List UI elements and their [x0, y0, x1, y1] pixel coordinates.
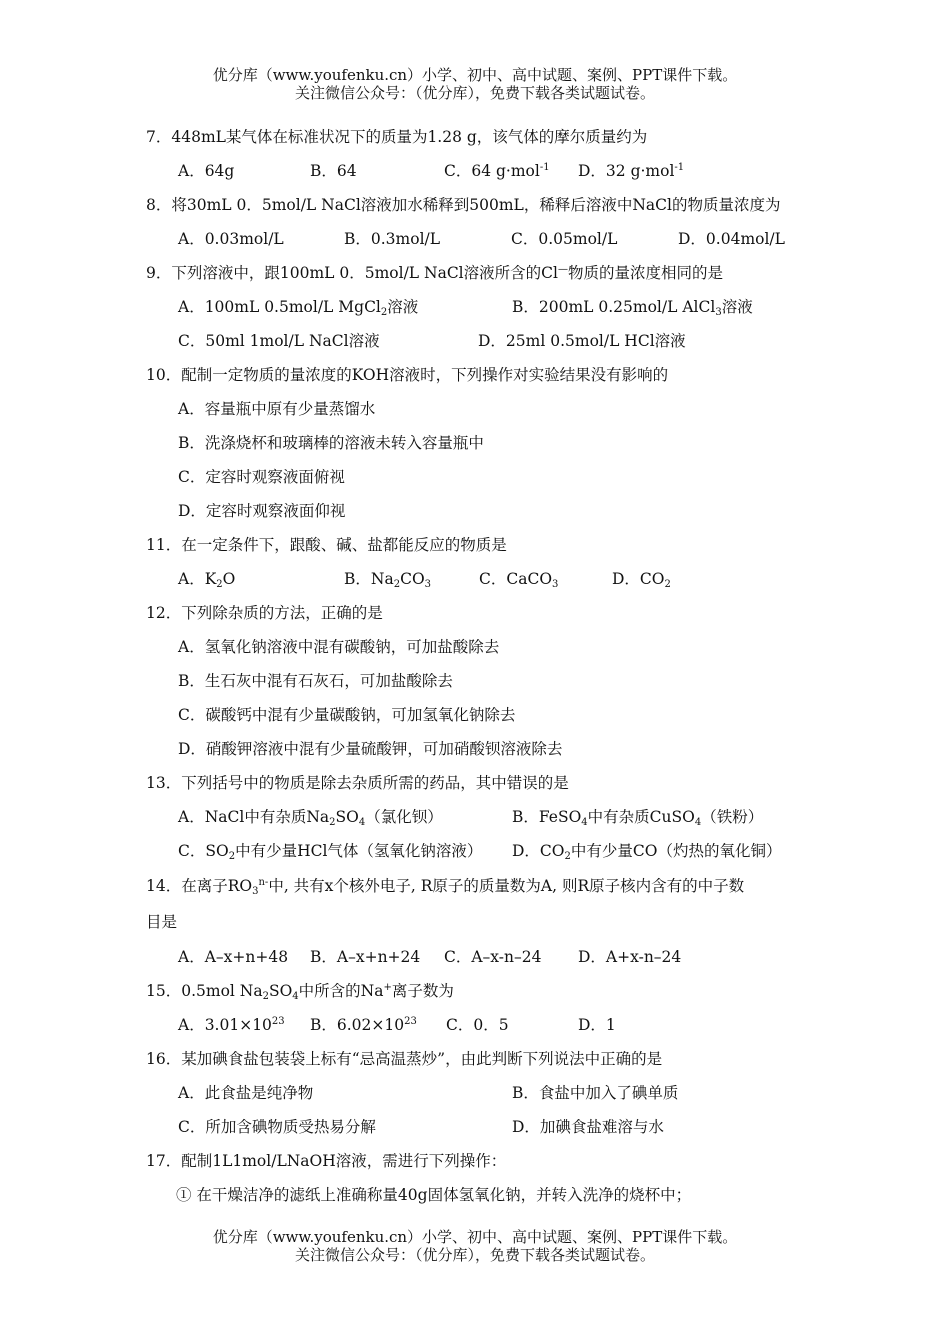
- q11-option-d: D．$CO_2$: [612, 570, 671, 590]
- footer-line-2: 关注微信公众号：（优分库），免费下载各类试题试卷。: [294, 1246, 655, 1264]
- question-13-options-cd: [146, 834, 816, 868]
- q16-option-a: A．此食盐是纯净物: [178, 1084, 314, 1102]
- question-8-options: [146, 222, 816, 256]
- page-header: [0, 66, 950, 102]
- question-12-stem: 12．下列除杂质的方法，正确的是: [146, 604, 383, 622]
- q8-option-b: B．0.3mol/L: [344, 230, 441, 248]
- q11-option-a: A．$K_2O$: [178, 570, 236, 590]
- q16-option-c: C．所加含碘物质受热易分解: [178, 1118, 376, 1136]
- question-15-options: [146, 1008, 816, 1042]
- question-7-options: [146, 154, 816, 188]
- question-16-options-ab: [146, 1076, 816, 1110]
- q15-option-b: B．$6.02\times 10^{23}$: [310, 1016, 417, 1034]
- q8-option-a: A．0.03mol/L: [178, 230, 284, 248]
- q13-option-a: A．NaCl中有杂质$Na_2SO_4$（氯化钡）: [178, 808, 443, 828]
- q14-option-c: C．A–x-n–24: [444, 948, 542, 966]
- header-line-1: 优分库（www.youfenku.cn）小学、初中、高中试题、案例、PPT课件下载。: [212, 66, 738, 84]
- q16-option-d: D．加碘食盐难溶与水: [512, 1118, 664, 1136]
- q7-option-c: C．64 g·mol$^{-1}$: [444, 162, 550, 180]
- q9-option-d: D．25ml 0.5mol/L HCl溶液: [478, 332, 686, 350]
- q7-option-b: B．64: [310, 162, 357, 180]
- q11-option-c: C．CaCO$_3$: [479, 570, 559, 590]
- q10-option-c: C．定容时观察液面俯视: [178, 468, 345, 486]
- question-16-options-cd: [146, 1110, 816, 1144]
- q10-option-d: D．定容时观察液面仰视: [178, 502, 346, 520]
- question-17-stem: 17．配制1L1mol/LNaOH溶液，需进行下列操作：: [146, 1152, 507, 1170]
- question-11-options: [146, 562, 816, 596]
- q12-option-d: D．硝酸钾溶液中混有少量硫酸钾，可加硝酸钡溶液除去: [178, 740, 563, 758]
- q10-option-b: B．洗涤烧杯和玻璃棒的溶液未转入容量瓶中: [178, 434, 484, 452]
- question-16-stem: 16．某加碘食盐包装袋上标有“忌高温蒸炒”，由此判断下列说法中正确的是: [146, 1050, 663, 1068]
- question-11-stem: 11．在一定条件下，跟酸、碱、盐都能反应的物质是: [146, 536, 507, 554]
- q13-option-b: B．FeSO$_4$中有杂质CuSO$_4$（铁粉）: [512, 808, 764, 828]
- question-7-stem: 7．448mL某气体在标准状况下的质量为1.28 g，该气体的摩尔质量约为: [146, 128, 648, 146]
- q7-option-d: D．32 g·mol$^{-1}$: [578, 162, 685, 180]
- page-footer: [0, 1228, 950, 1264]
- q14-option-b: B．A–x+n+24: [310, 948, 421, 966]
- question-list: [146, 120, 816, 1212]
- q9-option-b: B．200mL 0.25mol/L AlCl$_3$溶液: [512, 298, 753, 318]
- question-8-stem: 8．将30mL 0．5mol/L NaCl溶液加水稀释到500mL，稀释后溶液中NaCl的物质量浓度为: [146, 196, 781, 214]
- question-9-options-cd: [146, 324, 816, 358]
- q9-option-c: C．50ml 1mol/L NaCl溶液: [178, 332, 380, 350]
- q11-option-b: B．$Na_2CO_3$: [344, 570, 432, 590]
- question-9-stem: 9．下列溶液中，跟100mL 0．5mol/L NaCl溶液所含的Cl—物质的量浓度相同的是: [146, 264, 723, 282]
- q15-option-d: D．1: [578, 1016, 616, 1034]
- q14-option-d: D．A+x-n–24: [578, 948, 682, 966]
- q13-option-d: D．$CO_2$中有少量CO（灼热的氧化铜）: [512, 842, 782, 862]
- q12-option-b: B．生石灰中混有石灰石，可加盐酸除去: [178, 672, 453, 690]
- question-14-stem: 14．在离子$RO_3^{n-}$中, 共有x个核外电子, R原子的质量数为A, 则R原子核内含有的中子数: [146, 877, 745, 897]
- q12-option-a: A．氢氧化钠溶液中混有碳酸钠，可加盐酸除去: [178, 638, 500, 656]
- q9-option-a: A．100mL 0.5mol/L MgCl$_2$溶液: [178, 298, 419, 318]
- question-13-options-ab: [146, 800, 816, 834]
- q17-step-1: ① 在干燥洁净的滤纸上准确称量40g固体氢氧化钠，并转入洗净的烧杯中；: [176, 1186, 692, 1204]
- q14-option-a: A．A–x+n+48: [178, 948, 289, 966]
- question-14-stem-line-2: 目是: [146, 913, 178, 931]
- q15-option-c: C．0．5: [446, 1016, 509, 1034]
- q8-option-c: C．0.05mol/L: [511, 230, 618, 248]
- q15-option-a: A．$3.01\times 10^{23}$: [178, 1016, 285, 1034]
- q12-option-c: C．碳酸钙中混有少量碳酸钠，可加氢氧化钠除去: [178, 706, 516, 724]
- q7-option-a: A．64g: [178, 162, 235, 180]
- question-9-options-ab: [146, 290, 816, 324]
- question-14-options: [146, 940, 816, 974]
- question-13-stem: 13．下列括号中的物质是除去杂质所需的药品，其中错误的是: [146, 774, 569, 792]
- question-10-stem: 10．配制一定物质的量浓度的KOH溶液时，下列操作对实验结果没有影响的: [146, 366, 669, 384]
- question-15-stem: 15．0.5mol $Na_2SO_4$中所含的Na+离子数为: [146, 982, 454, 1002]
- q10-option-a: A．容量瓶中原有少量蒸馏水: [178, 400, 376, 418]
- q16-option-b: B．食盐中加入了碘单质: [512, 1084, 679, 1102]
- q8-option-d: D．0.04mol/L: [678, 230, 785, 248]
- q13-option-c: C．$SO_2$中有少量HCl气体（氢氧化钠溶液）: [178, 842, 483, 862]
- header-line-2: 关注微信公众号：（优分库），免费下载各类试题试卷。: [294, 84, 655, 102]
- footer-line-1: 优分库（www.youfenku.cn）小学、初中、高中试题、案例、PPT课件下载。: [212, 1228, 738, 1246]
